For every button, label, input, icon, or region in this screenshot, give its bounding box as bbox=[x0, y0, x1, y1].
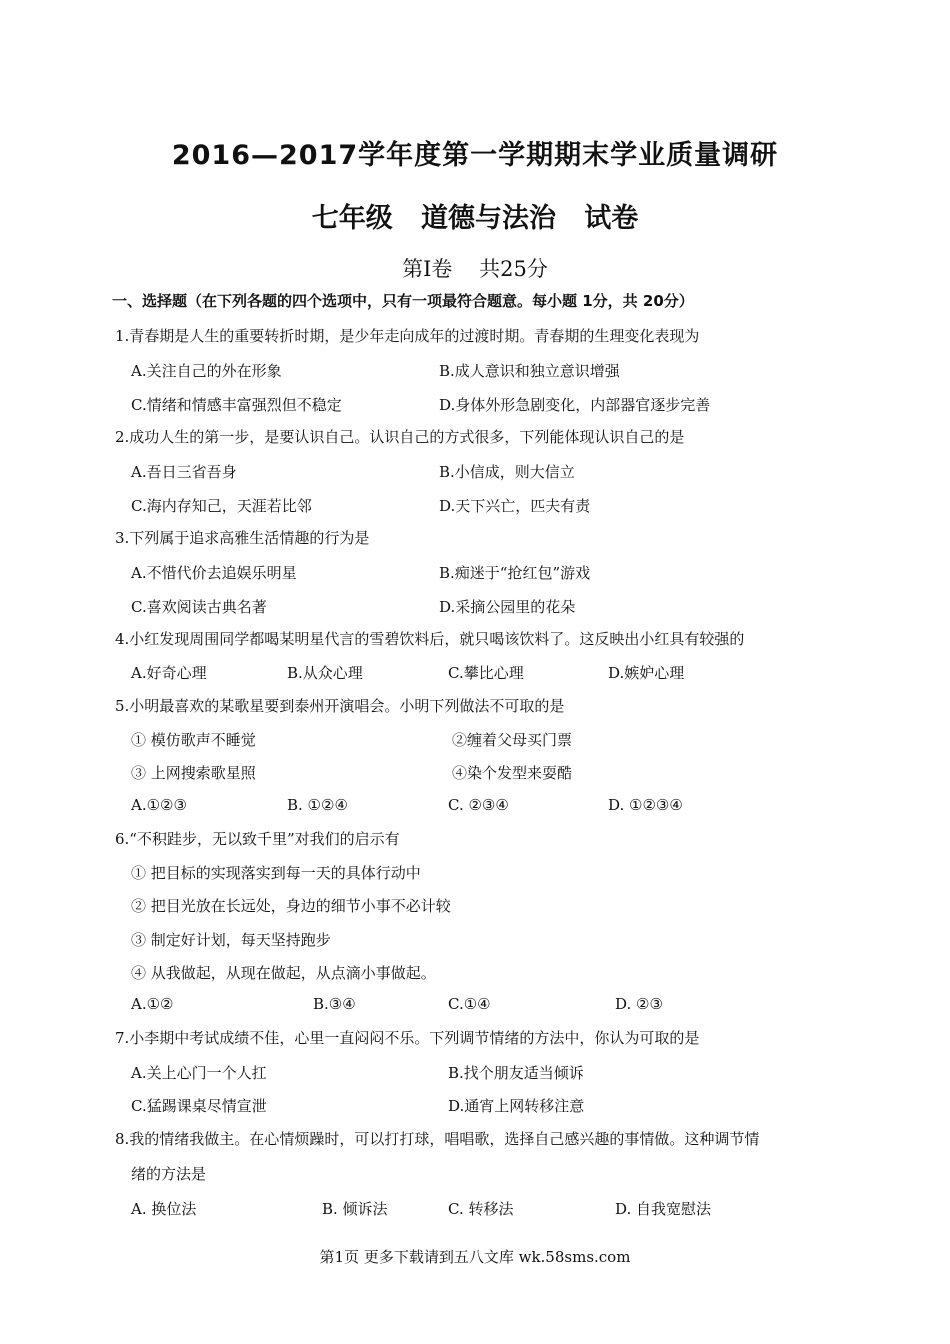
option-b: B.痴迷于“抢红包”游戏 bbox=[439, 564, 591, 582]
option-a: A.吾日三省吾身 bbox=[131, 463, 237, 481]
option-b: B.小信成，则大信立 bbox=[439, 463, 575, 481]
option-b: B.成人意识和独立意识增强 bbox=[439, 362, 620, 380]
option-a: A.不惜代价去追娱乐明星 bbox=[131, 564, 297, 582]
option-c: C. ②③④ bbox=[448, 796, 509, 814]
exam-title: 2016—2017学年度第一学期期末学业质量调研 bbox=[171, 140, 779, 171]
statement-item: ③ 上网搜索歌星照 bbox=[131, 764, 256, 782]
option-b: B. 倾诉法 bbox=[322, 1200, 388, 1218]
question-stem: 2.成功人生的第一步，是要认识自己。认识自己的方式很多，下列能体现认识自己的是 bbox=[115, 428, 685, 446]
statement-item: ④染个发型来耍酷 bbox=[452, 764, 573, 782]
question-stem: 1.青春期是人生的重要转折时期，是少年走向成年的过渡时期。青春期的生理变化表现为 bbox=[115, 327, 700, 345]
question-stem: 8.我的情绪我做主。在心情烦躁时，可以打打球，唱唱歌，选择自己感兴趣的事情做。这种调节情 bbox=[115, 1130, 760, 1148]
statement-item: ① 模仿歌声不睡觉 bbox=[131, 731, 256, 749]
page-footer: 第1页 更多下载请到五八文库 wk.58sms.com bbox=[319, 1248, 631, 1266]
option-b: B. ①②④ bbox=[287, 796, 348, 814]
option-d: D.嫉妒心理 bbox=[608, 664, 685, 682]
statement-item: ④ 从我做起，从现在做起，从点滴小事做起。 bbox=[131, 964, 436, 982]
option-a: A.①② bbox=[131, 995, 174, 1013]
option-d: D.采摘公园里的花朵 bbox=[439, 598, 576, 616]
option-c: C.猛踢课桌尽情宣泄 bbox=[131, 1097, 267, 1115]
question-stem: 5.小明最喜欢的某歌星要到泰州开演唱会。小明下列做法不可取的是 bbox=[115, 697, 565, 715]
statement-item: ① 把目标的实现落实到每一天的具体行动中 bbox=[131, 864, 421, 882]
option-a: A.①②③ bbox=[131, 796, 187, 814]
option-c: C. 转移法 bbox=[448, 1200, 514, 1218]
option-d: D. ①②③④ bbox=[608, 796, 683, 814]
option-c: C.海内存知己，天涯若比邻 bbox=[131, 497, 312, 515]
option-b: B.③④ bbox=[313, 995, 356, 1013]
question-stem-cont: 绪的方法是 bbox=[131, 1165, 207, 1183]
option-b: B.找个朋友适当倾诉 bbox=[448, 1064, 584, 1082]
question-stem: 3.下列属于追求高雅生活情趣的行为是 bbox=[115, 529, 370, 547]
question-stem: 4.小红发现周围同学都喝某明星代言的雪碧饮料后，就只喝该饮料了。这反映出小红具有较强的 bbox=[115, 630, 745, 648]
option-b: B.从众心理 bbox=[287, 664, 363, 682]
section-heading: 一、选择题（在下列各题的四个选项中，只有一项最符合题意。每小题 1分，共 20分） bbox=[112, 292, 694, 310]
option-d: D.通宵上网转移注意 bbox=[448, 1097, 585, 1115]
option-d: D.天下兴亡，匹夫有责 bbox=[439, 497, 591, 515]
question-stem: 6.“不积跬步，无以致千里”对我们的启示有 bbox=[115, 830, 400, 848]
option-a: A. 换位法 bbox=[131, 1200, 197, 1218]
option-a: A.关注自己的外在形象 bbox=[131, 362, 282, 380]
statement-item: ② 把目光放在长远处，身边的细节小事不必计较 bbox=[131, 897, 451, 915]
option-c: C.情绪和情感丰富强烈但不稳定 bbox=[131, 396, 342, 414]
exam-subtitle: 七年级 道德与法治 试卷 bbox=[311, 203, 639, 234]
option-d: D. 自我宽慰法 bbox=[615, 1200, 712, 1218]
question-stem: 7.小李期中考试成绩不佳，心里一直闷闷不乐。下列调节情绪的方法中，你认为可取的是 bbox=[115, 1029, 700, 1047]
option-d: D. ②③ bbox=[615, 995, 663, 1013]
option-c: C.喜欢阅读古典名著 bbox=[131, 598, 267, 616]
option-c: C.攀比心理 bbox=[448, 664, 524, 682]
statement-item: ②缠着父母买门票 bbox=[452, 731, 573, 749]
statement-item: ③ 制定好计划，每天坚持跑步 bbox=[131, 931, 331, 949]
option-a: A.好奇心理 bbox=[131, 664, 207, 682]
option-c: C.①④ bbox=[448, 995, 491, 1013]
option-a: A.关上心门一个人扛 bbox=[131, 1064, 267, 1082]
option-d: D.身体外形急剧变化，内部器官逐步完善 bbox=[439, 396, 711, 414]
part-heading: 第Ⅰ卷 共25分 bbox=[402, 257, 548, 281]
